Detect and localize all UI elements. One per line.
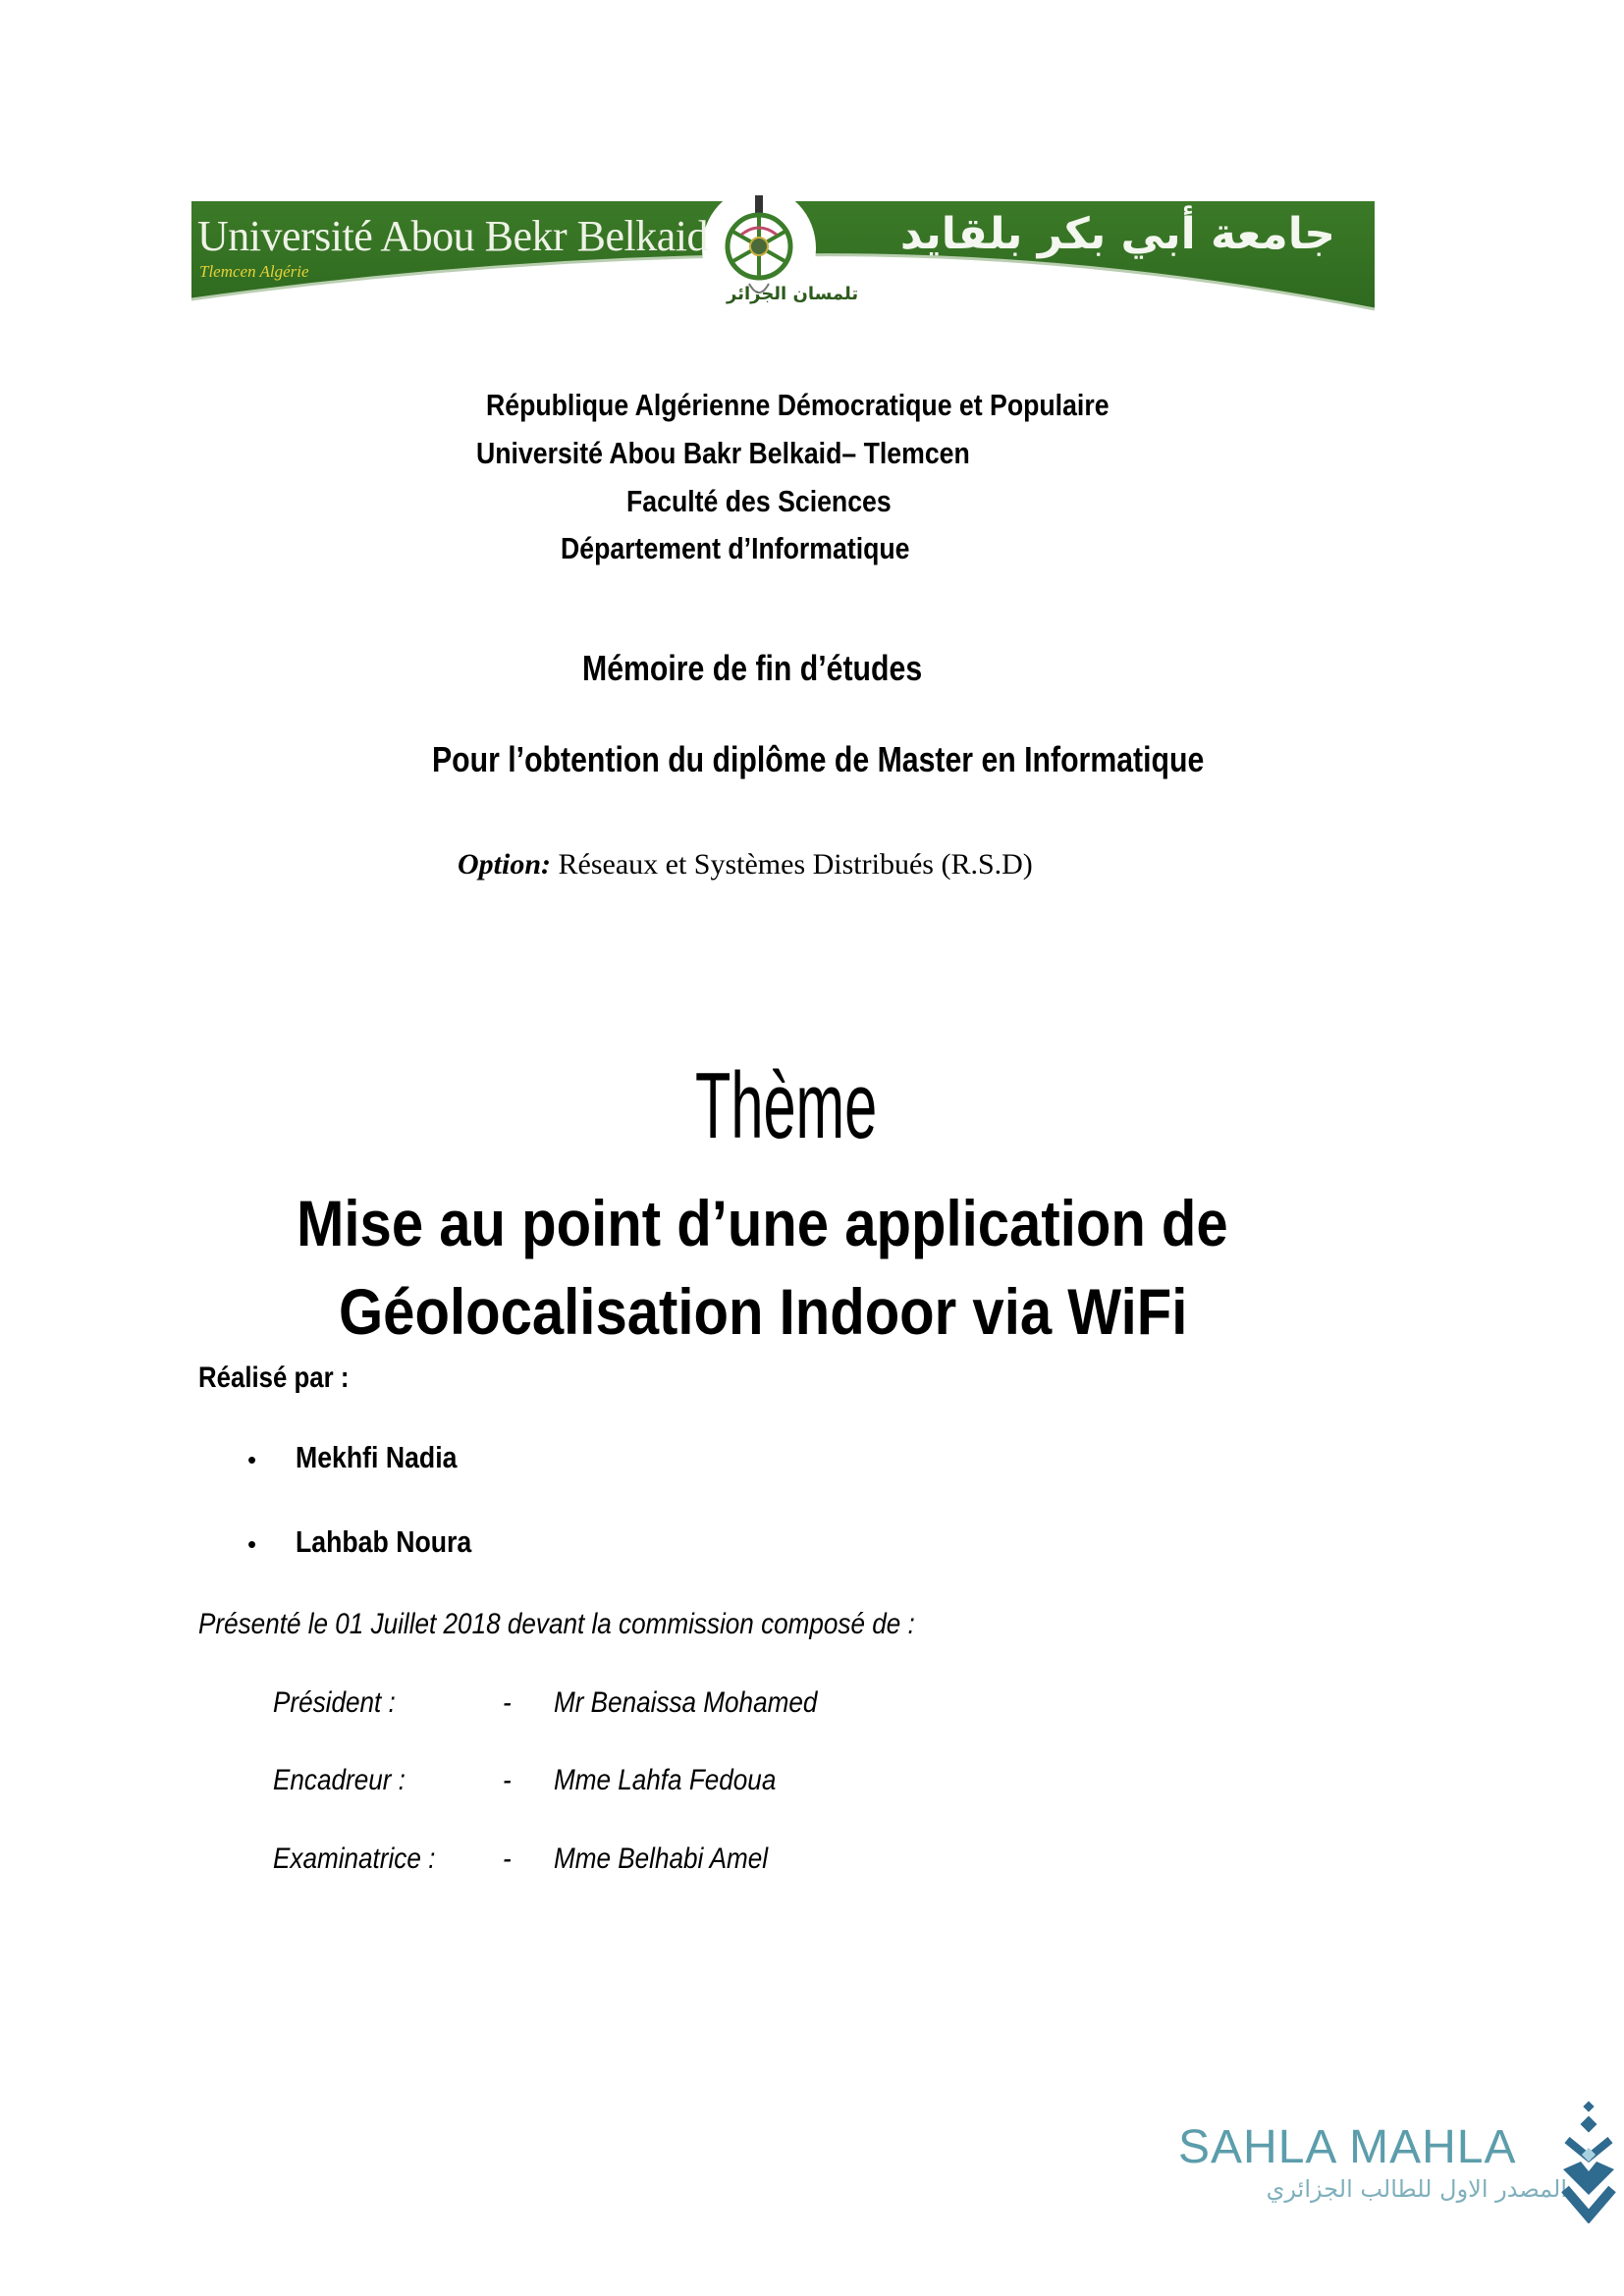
option-line xyxy=(458,848,1033,881)
thesis-title-line1: Mise au point d’une application de xyxy=(297,1187,1228,1259)
presentation-line: Présenté le 01 Juillet 2018 devant la commission composé de : xyxy=(198,1608,915,1640)
jury-dash: - xyxy=(503,1764,512,1796)
sahla-mahla-watermark xyxy=(1178,2120,1624,2228)
bullet-icon: • xyxy=(247,1445,257,1474)
banner-location: Tlemcen Algérie xyxy=(199,262,309,281)
university-line: Université Abou Bakr Belkaid– Tlemcen xyxy=(476,436,970,470)
degree-line: Pour l’obtention du diplôme de Master en Informatique xyxy=(432,739,1205,779)
thesis-title-line2: Géolocalisation Indoor via WiFi xyxy=(339,1275,1188,1348)
jury-dash: - xyxy=(503,1686,512,1719)
faculty-line: Faculté des Sciences xyxy=(626,484,892,518)
university-banner xyxy=(191,201,1375,311)
author-name: Lahbab Noura xyxy=(296,1524,472,1559)
option-value: Réseaux et Systèmes Distribués (R.S.D) xyxy=(551,848,1033,881)
bullet-icon: • xyxy=(247,1529,257,1559)
authors-heading: Réalisé par : xyxy=(198,1362,350,1394)
jury-role: Encadreur : xyxy=(273,1764,406,1796)
jury-dash: - xyxy=(503,1842,512,1875)
sahla-mahla-logo-icon xyxy=(1557,2101,1624,2223)
republic-line: République Algérienne Démocratique et Populaire xyxy=(486,388,1110,422)
jury-name: Mr Benaissa Mohamed xyxy=(554,1686,818,1719)
banner-university-name-fr: Université Abou Bekr Belkaid xyxy=(197,212,709,260)
author-name: Mekhfi Nadia xyxy=(296,1440,458,1474)
department-line: Département d’Informatique xyxy=(561,531,910,565)
sahla-mahla-tagline: المصدر الاول للطالب الجزائري xyxy=(1266,2175,1567,2203)
sahla-mahla-brand: SAHLA MAHLA xyxy=(1178,2121,1517,2173)
banner-city-ar: تلمسان الجزائر xyxy=(727,284,859,304)
option-label: Option: xyxy=(458,848,552,881)
jury-role: Président : xyxy=(273,1686,396,1719)
banner-university-name-ar: جامعة أبي بكر بلقايد xyxy=(899,209,1335,259)
theme-label: Thème xyxy=(695,1053,878,1158)
jury-name: Mme Lahfa Fedoua xyxy=(554,1764,777,1796)
memoire-title: Mémoire de fin d’études xyxy=(582,648,923,688)
jury-role: Examinatrice : xyxy=(273,1842,436,1875)
jury-name: Mme Belhabi Amel xyxy=(554,1842,769,1875)
